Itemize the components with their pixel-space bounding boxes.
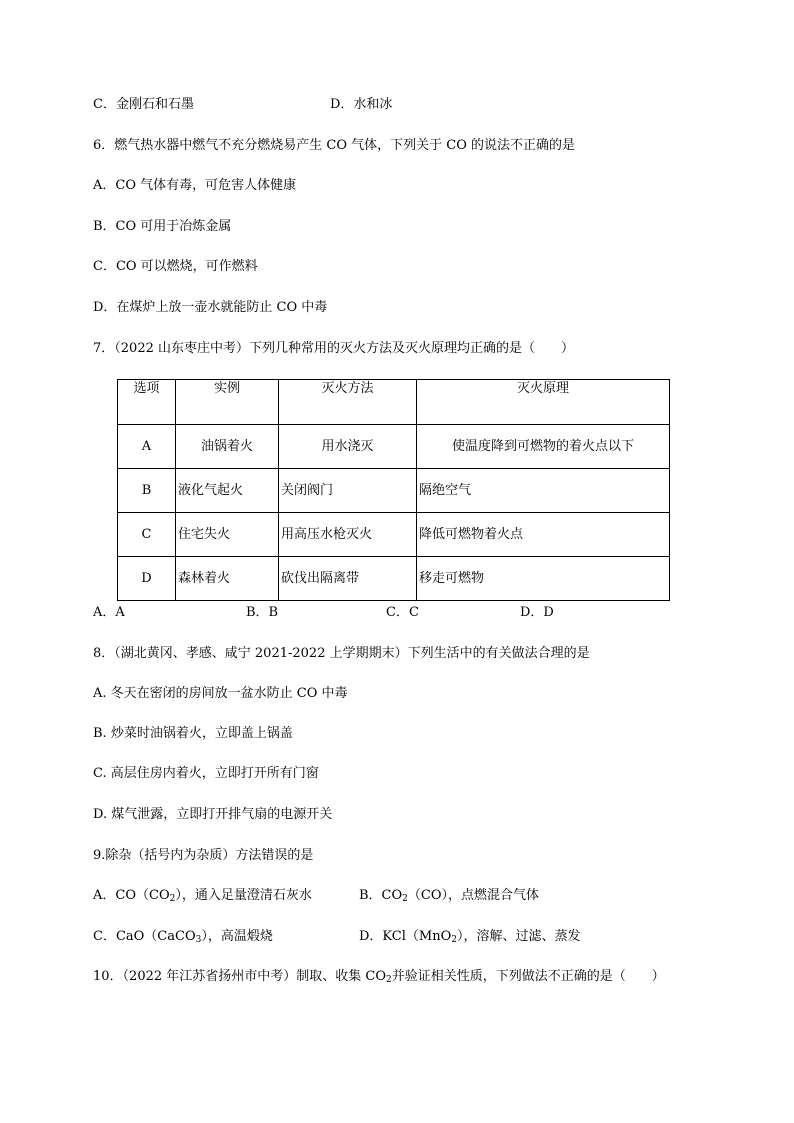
table-cell: D (118, 557, 176, 601)
table-header-cell: 灭火方法 (279, 380, 417, 425)
table-cell: 液化气起火 (176, 469, 279, 513)
q7-option-b: B．B (246, 605, 279, 620)
q7-option-a: A．A (93, 605, 125, 620)
table-cell: C (118, 513, 176, 557)
q5-option-d: D．水和冰 (330, 97, 393, 112)
table-cell: 住宅失火 (176, 513, 279, 557)
q7-option-d: D．D (520, 605, 554, 620)
q10-stem: 10．（2022 年江苏省扬州市中考）制取、收集 $CO_2$并验证相关性质，下列做法不正确的是（ ） (93, 969, 665, 985)
q8-option-b: B. 炒菜时油锅着火，立即盖上锅盖 (93, 726, 293, 741)
table-row (118, 469, 670, 513)
q8-stem: 8．（湖北黄冈、孝感、咸宁 2021-2022 上学期期末）下列生活中的有关做法合理的是 (93, 646, 590, 661)
table-header-cell: 实例 (176, 380, 279, 425)
q7-options-table (117, 379, 670, 601)
q6-option-c: C．CO 可以燃烧，可作燃料 (93, 259, 258, 274)
q8-option-d: D. 煤气泄露，立即打开排气扇的电源开关 (93, 807, 333, 822)
table-header-cell: 选项 (118, 380, 176, 425)
table-cell: 隔绝空气 (417, 469, 670, 513)
q8-option-c: C. 高层住房内着火，立即打开所有门窗 (93, 766, 319, 781)
q9-option-d: D．KCl（MnO$_2$），溶解、过滤、蒸发 (359, 929, 581, 945)
q9-option-a: A．$CO(CO_2)$，通入足量澄清石灰水 (93, 888, 312, 904)
q9-option-c: C．CaO（CaCO$_3$），高温煅烧 (93, 929, 273, 945)
table-cell: 油锅着火 (176, 425, 279, 469)
table-cell: 用水浇灭 (279, 425, 417, 469)
table-cell: 降低可燃物着火点 (417, 513, 670, 557)
table-cell: 砍伐出隔离带 (279, 557, 417, 601)
table-cell: B (118, 469, 176, 513)
table-cell: A (118, 425, 176, 469)
q6-option-d: D．在煤炉上放一壶水就能防止 CO 中毒 (93, 300, 328, 315)
table-row (118, 557, 670, 601)
q7-stem: 7．（2022 山东枣庄中考）下列几种常用的灭火方法及灭火原理均正确的是（ ） (93, 341, 574, 356)
q9-stem: 9.除杂（括号内为杂质）方法错误的是 (93, 848, 314, 863)
table-cell: 使温度降到可燃物的着火点以下 (417, 425, 670, 469)
table-header-cell: 灭火原理 (417, 380, 670, 425)
q7-option-c: C．C (386, 605, 419, 620)
q8-option-a: A. 冬天在密闭的房间放一盆水防止 CO 中毒 (93, 686, 348, 701)
table-row (118, 425, 670, 469)
q6-option-a: A．CO 气体有毒，可危害人体健康 (93, 178, 297, 193)
q6-option-b: B．CO 可用于冶炼金属 (93, 219, 232, 234)
table-cell: 森林着火 (176, 557, 279, 601)
table-cell: 用高压水枪灭火 (279, 513, 417, 557)
table-cell: 移走可燃物 (417, 557, 670, 601)
q6-stem: 6．燃气热水器中燃气不充分燃烧易产生 CO 气体，下列关于 CO 的说法不正确的是 (93, 138, 576, 153)
table-header-row (118, 380, 670, 425)
table-cell: 关闭阀门 (279, 469, 417, 513)
q5-option-c: C．金刚石和石墨 (93, 97, 194, 112)
q9-option-b: B．$CO_2(CO)$，点燃混合气体 (359, 888, 540, 904)
table-row (118, 513, 670, 557)
